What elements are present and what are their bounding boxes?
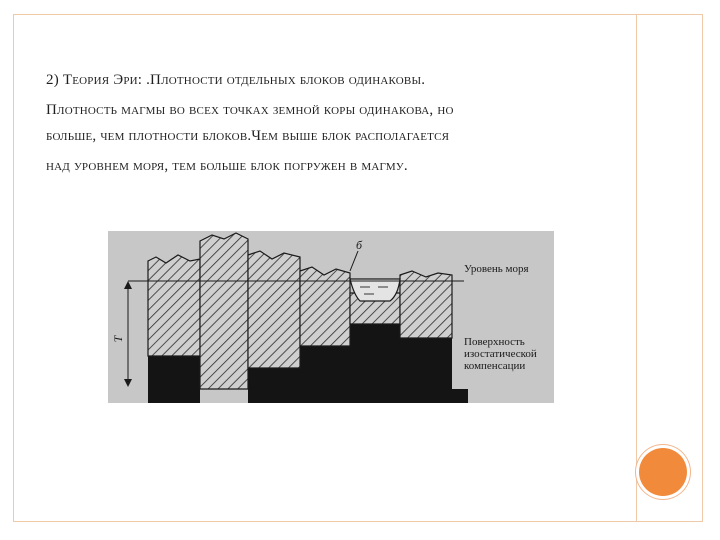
magma-4: [300, 346, 350, 403]
decorative-circle: [639, 448, 687, 496]
magma-5: [350, 324, 400, 403]
magma-edge: [452, 389, 468, 403]
label-surface-2: изостатической: [464, 348, 537, 360]
text-line-1: 2) Теория Эри: .Плотности отдельных блоков одинаковы.: [46, 72, 426, 88]
airy-isostasy-diagram: [108, 231, 554, 403]
label-surface-3: компенсации: [464, 360, 526, 372]
magma-3: [248, 368, 300, 403]
sea-basin: [350, 279, 400, 301]
block-4: [300, 267, 350, 346]
block-2: [200, 233, 248, 389]
block-1: [148, 255, 200, 356]
magma-1: [148, 356, 200, 403]
block-3: [248, 251, 300, 368]
slide-side-line: [636, 14, 637, 522]
magma-6: [400, 338, 452, 403]
label-surface-1: Поверхность: [464, 336, 525, 348]
label-sea-level: Уровень моря: [464, 263, 529, 275]
text-line-2: Плотность магмы во всех точках земной коры одинакова, но: [46, 102, 454, 118]
label-b: б: [356, 238, 363, 252]
text-line-3: больше, чем плотности блоков.Чем выше блок располагается: [46, 128, 450, 144]
label-t: T: [111, 335, 125, 343]
text-line-4: над уровнем моря, тем больше блок погружен в магму.: [46, 158, 408, 174]
